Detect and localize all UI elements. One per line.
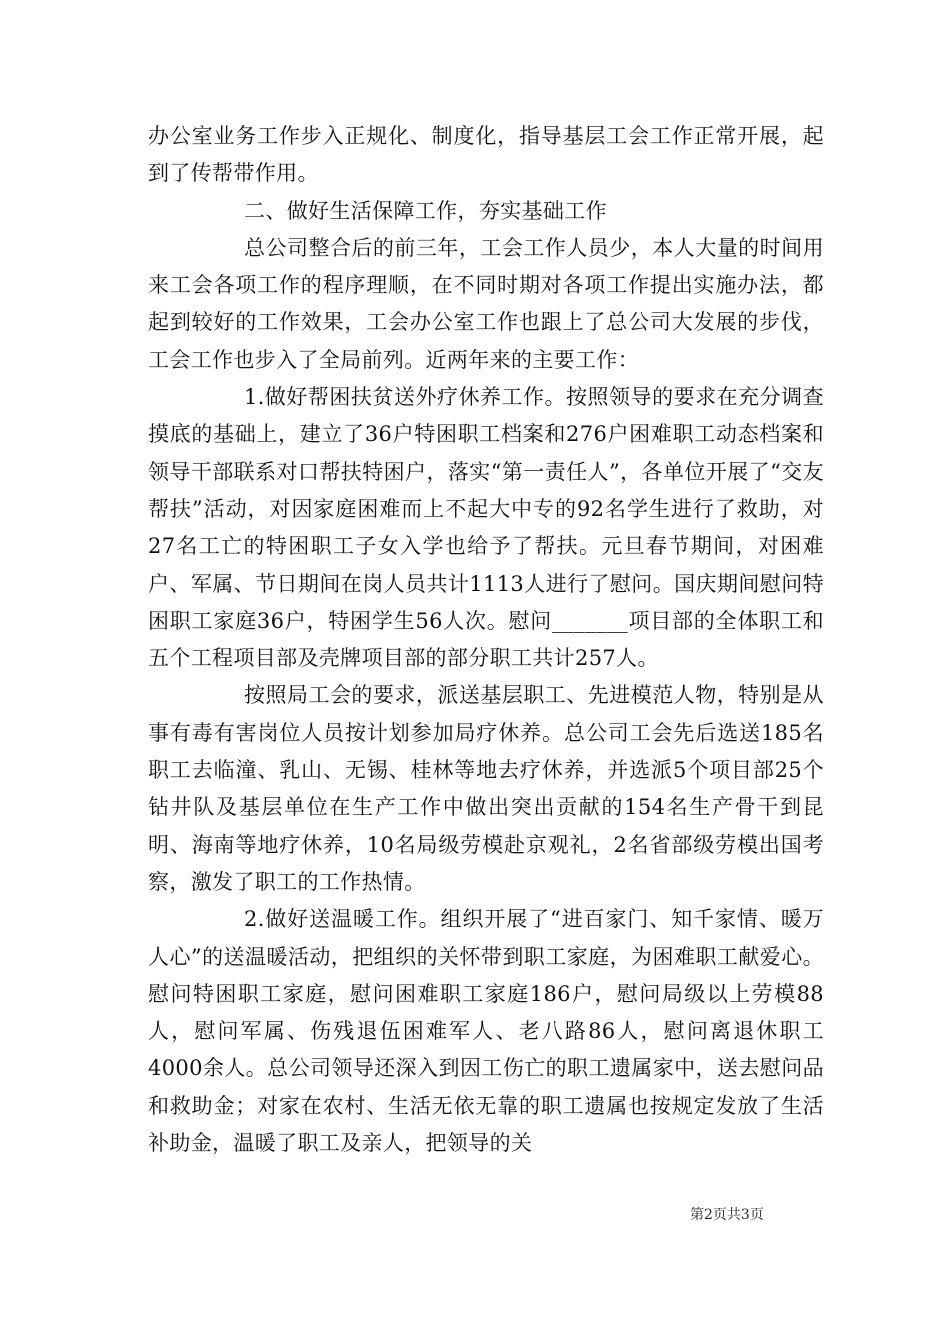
paragraph-continuation: 办公室业务工作步入正规化、制度化，指导基层工会工作正常开展，起到了传帮带作用。	[148, 124, 824, 186]
paragraph-overview: 总公司整合后的前三年，工会工作人员少，本人大量的时间用来工会各项工作的程序理顺，在不同时期对各项工作提出实施办法，都起到较好的工作效果，工会办公室工作也跟上了总公司大发展的步伐，工会工作也步入了全局前列。近两年来的主要工作：	[148, 235, 824, 372]
paragraph-recuperation: 按照局工会的要求，派送基层职工、先进模范人物，特别是从事有毒有害岗位人员按计划参加局疗休养。总公司工会先后选送185名职工去临潼、乳山、无锡、桂林等地去疗休养，并选派5个项目部25个钻井队及基层单位在生产工作中做出突出贡献的154名生产骨干到昆明、海南等地疗休养，10名局级劳模赴京观礼，2名省部级劳模出国考察，激发了职工的工作热情。	[148, 683, 824, 894]
paragraph-item-2: 2.做好送温暖工作。组织开展了“进百家门、知千家情、暖万人心”的送温暖活动，把组织的关怀带到职工家庭，为困难职工献爱心。慰问特困职工家庭，慰问困难职工家庭186户，慰问局级以上劳模88人，慰问军属、伤残退伍困难军人、老八路86人，慰问离退休职工4000余人。总公司领导还深入到因工伤亡的职工遗属家中，送去慰问品和救助金；对家在农村、生活无依无靠的职工遗属也按规定发放了生活补助金，温暖了职工及亲人，把领导的关	[148, 907, 824, 1156]
paragraph-item-1: 1.做好帮困扶贫送外疗休养工作。按照领导的要求在充分调查摸底的基础上，建立了36户特困职工档案和276户困难职工动态档案和领导干部联系对口帮扶特困户，落实“第一责任人”，各单位开展了“交友帮扶”活动，对因家庭困难而上不起大中专的92名学生进行了救助，对27名工亡的特困职工子女入学也给予了帮扶。元旦春节期间，对困难户、军属、节日期间在岗人员共计1113人进行了慰问。国庆期间慰问特困职工家庭36户，特困学生56人次。慰问_______项目部的全体职工和五个工程项目部及壳牌项目部的部分职工共计257人。	[148, 385, 824, 671]
page-number-footer: 第2页共3页	[690, 1207, 764, 1223]
section-heading: 二、做好生活保障工作，夯实基础工作	[244, 198, 607, 223]
document-body	[148, 118, 824, 1162]
